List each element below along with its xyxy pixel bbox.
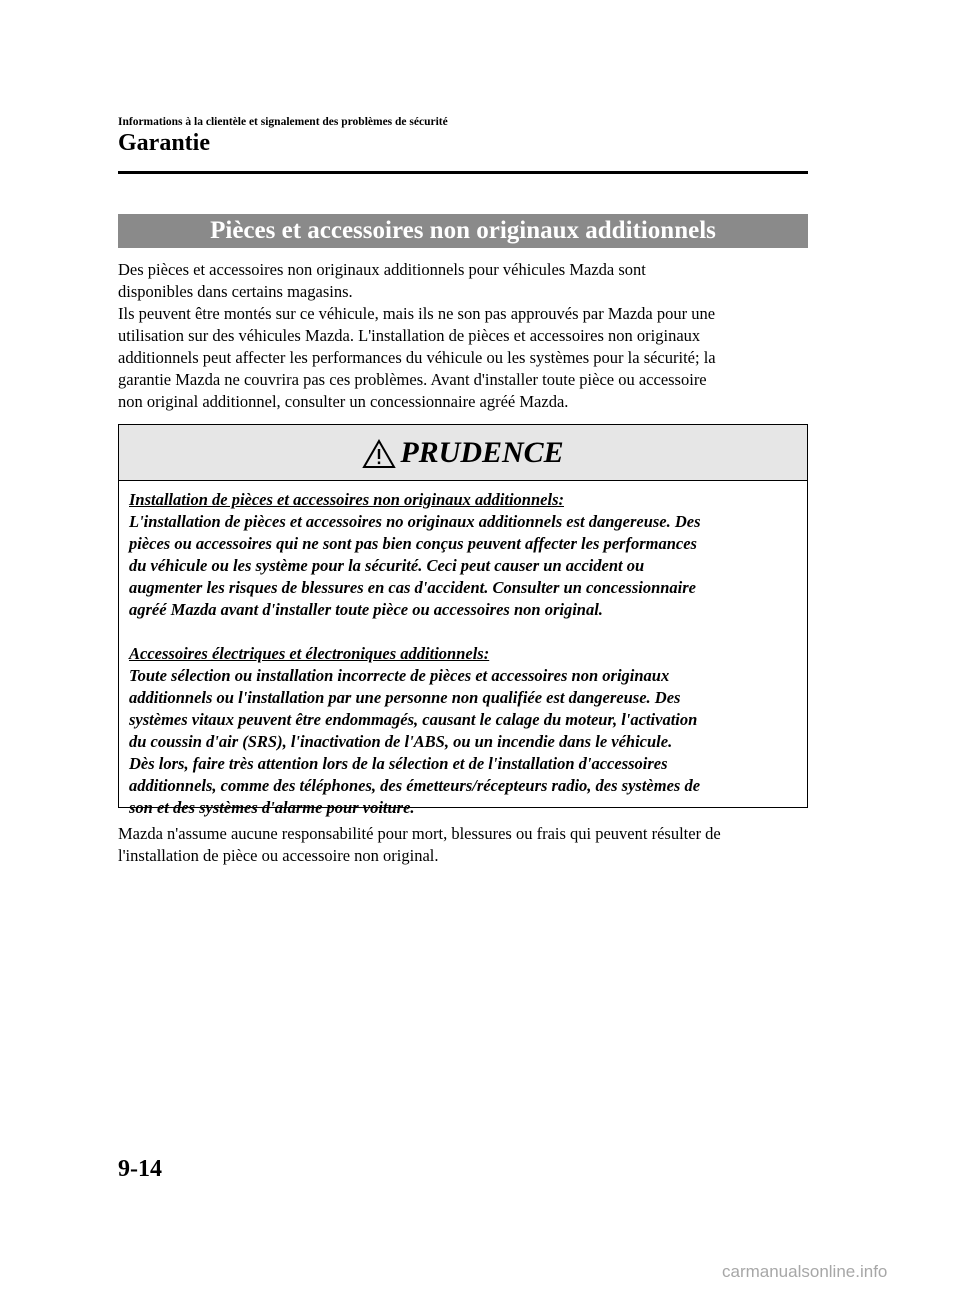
outro-line: Mazda n'assume aucune responsabilité pour mort, blessures ou frais qui peuvent résulter de bbox=[118, 824, 721, 843]
caution-line: augmenter les risques de blessures en cas d'accident. Consulter un concessionnaire bbox=[129, 578, 697, 597]
intro-line: Ils peuvent être montés sur ce véhicule, mais ils ne son pas approuvés par Mazda pour une bbox=[118, 304, 716, 323]
header-divider bbox=[118, 171, 808, 174]
section-heading: Pièces et accessoires non originaux additionnels bbox=[118, 214, 808, 248]
watermark: carmanualsonline.info bbox=[722, 1262, 888, 1281]
intro-line: Des pièces et accessoires non originaux additionnels pour véhicules Mazda sont bbox=[118, 260, 646, 279]
caution-subtitle: Installation de pièces et accessoires non originaux additionnels: bbox=[129, 490, 564, 509]
caution-body bbox=[119, 481, 807, 819]
outro-line: l'installation de pièce ou accessoire non original. bbox=[118, 846, 439, 865]
intro-line: utilisation sur des véhicules Mazda. L'installation de pièces et accessoires non originaux bbox=[118, 326, 701, 345]
intro-line: disponibles dans certains magasins. bbox=[118, 282, 353, 301]
caution-title: PRUDENCE bbox=[400, 435, 564, 469]
caution-line: additionnels, comme des téléphones, des émetteurs/récepteurs radio, des systèmes de bbox=[129, 776, 701, 795]
caution-line: pièces ou accessoires qui ne sont pas bien conçus peuvent affecter les performances bbox=[129, 534, 697, 553]
caution-line: du coussin d'air (SRS), l'inactivation de l'ABS, ou un incendie dans le véhicule. bbox=[129, 732, 673, 751]
outro-paragraph bbox=[118, 823, 818, 867]
intro-line: non original additionnel, consulter un concessionnaire agréé Mazda. bbox=[118, 392, 569, 411]
intro-paragraph bbox=[118, 259, 808, 413]
caution-line: agréé Mazda avant d'installer toute pièce ou accessoires non original. bbox=[129, 600, 603, 619]
page-title: Garantie bbox=[118, 130, 210, 156]
chapter-heading: Informations à la clientèle et signalement des problèmes de sécurité bbox=[118, 116, 448, 128]
caution-line: son et des systèmes d'alarme pour voiture. bbox=[129, 798, 415, 817]
caution-subtitle: Accessoires électriques et électroniques additionnels: bbox=[129, 644, 490, 663]
caution-header bbox=[119, 425, 807, 481]
page-number: 9-14 bbox=[118, 1156, 162, 1182]
warning-triangle-icon bbox=[362, 439, 396, 469]
caution-line: systèmes vitaux peuvent être endommagés, causant le calage du moteur, l'activation bbox=[129, 710, 698, 729]
caution-line: L'installation de pièces et accessoires no originaux additionnels est dangereuse. Des bbox=[129, 512, 701, 531]
intro-line: additionnels peut affecter les performances du véhicule ou les systèmes pour la sécurité; la bbox=[118, 348, 716, 367]
caution-line: Toute sélection ou installation incorrecte de pièces et accessoires non originaux bbox=[129, 666, 670, 685]
caution-line: Dès lors, faire très attention lors de la sélection et de l'installation d'accessoires bbox=[129, 754, 668, 773]
intro-line: garantie Mazda ne couvrira pas ces problèmes. Avant d'installer toute pièce ou accessoire bbox=[118, 370, 707, 389]
caution-box bbox=[118, 424, 808, 817]
caution-line: additionnels ou l'installation par une personne non qualifiée est dangereuse. Des bbox=[129, 688, 681, 707]
caution-line: du véhicule ou les système pour la sécurité. Ceci peut causer un accident ou bbox=[129, 556, 645, 575]
